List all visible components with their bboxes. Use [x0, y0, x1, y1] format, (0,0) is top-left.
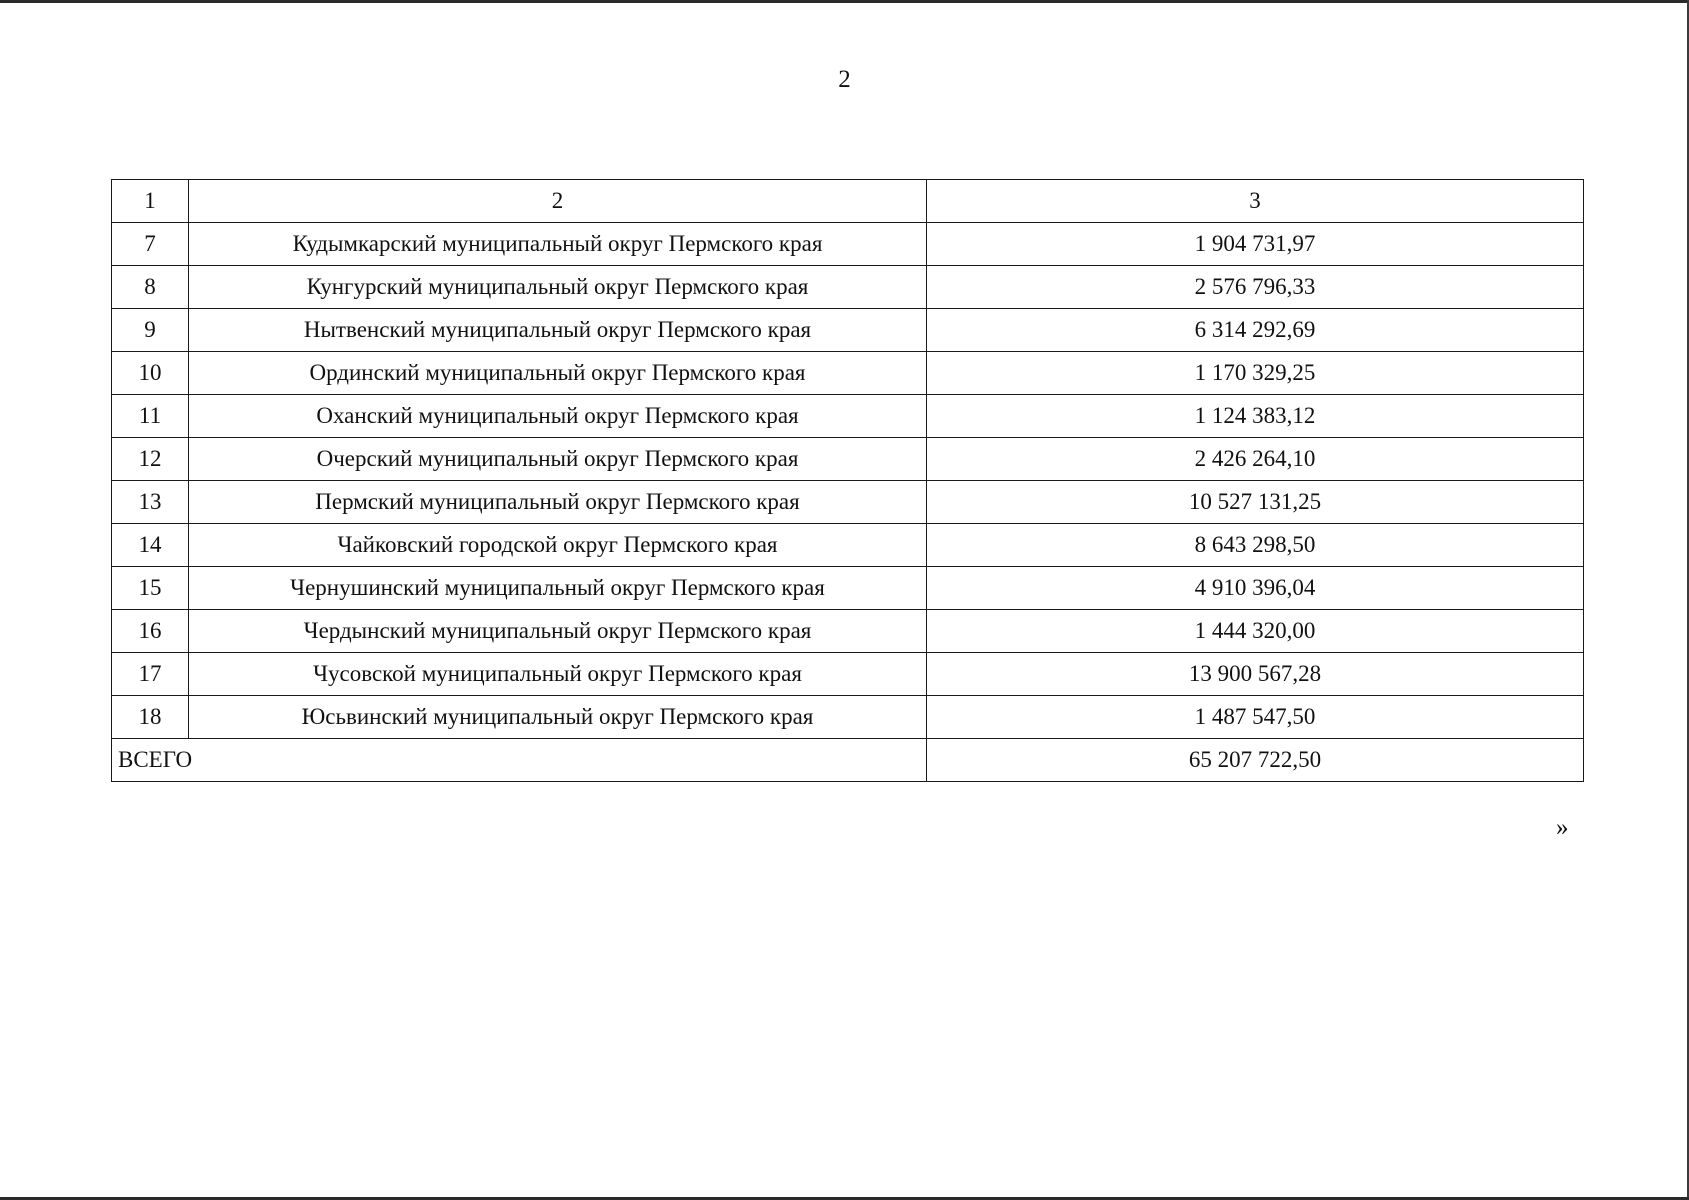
table-row	[112, 438, 1584, 481]
allocation-table	[111, 179, 1584, 782]
row-amount: 6 314 292,69	[927, 309, 1584, 352]
row-name: Нытвенский муниципальный округ Пермского края	[189, 309, 927, 352]
table-total-row	[112, 739, 1584, 782]
row-name: Пермский муниципальный округ Пермского края	[189, 481, 927, 524]
table-header-row	[112, 180, 1584, 223]
page-number: 2	[838, 66, 851, 93]
row-number: 18	[112, 696, 189, 739]
row-amount: 1 487 547,50	[927, 696, 1584, 739]
row-amount: 8 643 298,50	[927, 524, 1584, 567]
row-number: 12	[112, 438, 189, 481]
scan-edge-top	[0, 0, 1689, 3]
closing-quote-mark: »	[1556, 814, 1569, 841]
row-name: Чусовской муниципальный округ Пермского края	[189, 653, 927, 696]
row-name: Очерский муниципальный округ Пермского края	[189, 438, 927, 481]
table-row	[112, 653, 1584, 696]
row-number: 14	[112, 524, 189, 567]
row-amount: 1 124 383,12	[927, 395, 1584, 438]
row-number: 16	[112, 610, 189, 653]
row-amount: 2 576 796,33	[927, 266, 1584, 309]
row-name: Ординский муниципальный округ Пермского края	[189, 352, 927, 395]
table-row	[112, 266, 1584, 309]
row-name: Чердынский муниципальный округ Пермского края	[189, 610, 927, 653]
row-number: 8	[112, 266, 189, 309]
table-row	[112, 696, 1584, 739]
row-number: 15	[112, 567, 189, 610]
row-name: Юсьвинский муниципальный округ Пермского края	[189, 696, 927, 739]
row-number: 17	[112, 653, 189, 696]
row-amount: 1 444 320,00	[927, 610, 1584, 653]
table-row	[112, 395, 1584, 438]
row-name: Оханский муниципальный округ Пермского края	[189, 395, 927, 438]
row-name: Чайковский городской округ Пермского края	[189, 524, 927, 567]
table-row	[112, 309, 1584, 352]
row-number: 7	[112, 223, 189, 266]
table-row	[112, 481, 1584, 524]
row-name: Кудымкарский муниципальный округ Пермского края	[189, 223, 927, 266]
row-number: 13	[112, 481, 189, 524]
row-amount: 4 910 396,04	[927, 567, 1584, 610]
row-amount: 1 904 731,97	[927, 223, 1584, 266]
table-row	[112, 223, 1584, 266]
total-label: ВСЕГО	[112, 739, 927, 782]
table-row	[112, 524, 1584, 567]
total-amount: 65 207 722,50	[927, 739, 1584, 782]
row-amount: 2 426 264,10	[927, 438, 1584, 481]
table-row	[112, 567, 1584, 610]
row-number: 10	[112, 352, 189, 395]
table-row	[112, 352, 1584, 395]
row-amount: 10 527 131,25	[927, 481, 1584, 524]
header-cell-name: 2	[189, 180, 927, 223]
header-cell-amount: 3	[927, 180, 1584, 223]
row-amount: 1 170 329,25	[927, 352, 1584, 395]
row-name: Чернушинский муниципальный округ Пермского края	[189, 567, 927, 610]
row-number: 11	[112, 395, 189, 438]
row-amount: 13 900 567,28	[927, 653, 1584, 696]
row-number: 9	[112, 309, 189, 352]
table-row	[112, 610, 1584, 653]
header-cell-number: 1	[112, 180, 189, 223]
row-name: Кунгурский муниципальный округ Пермского края	[189, 266, 927, 309]
